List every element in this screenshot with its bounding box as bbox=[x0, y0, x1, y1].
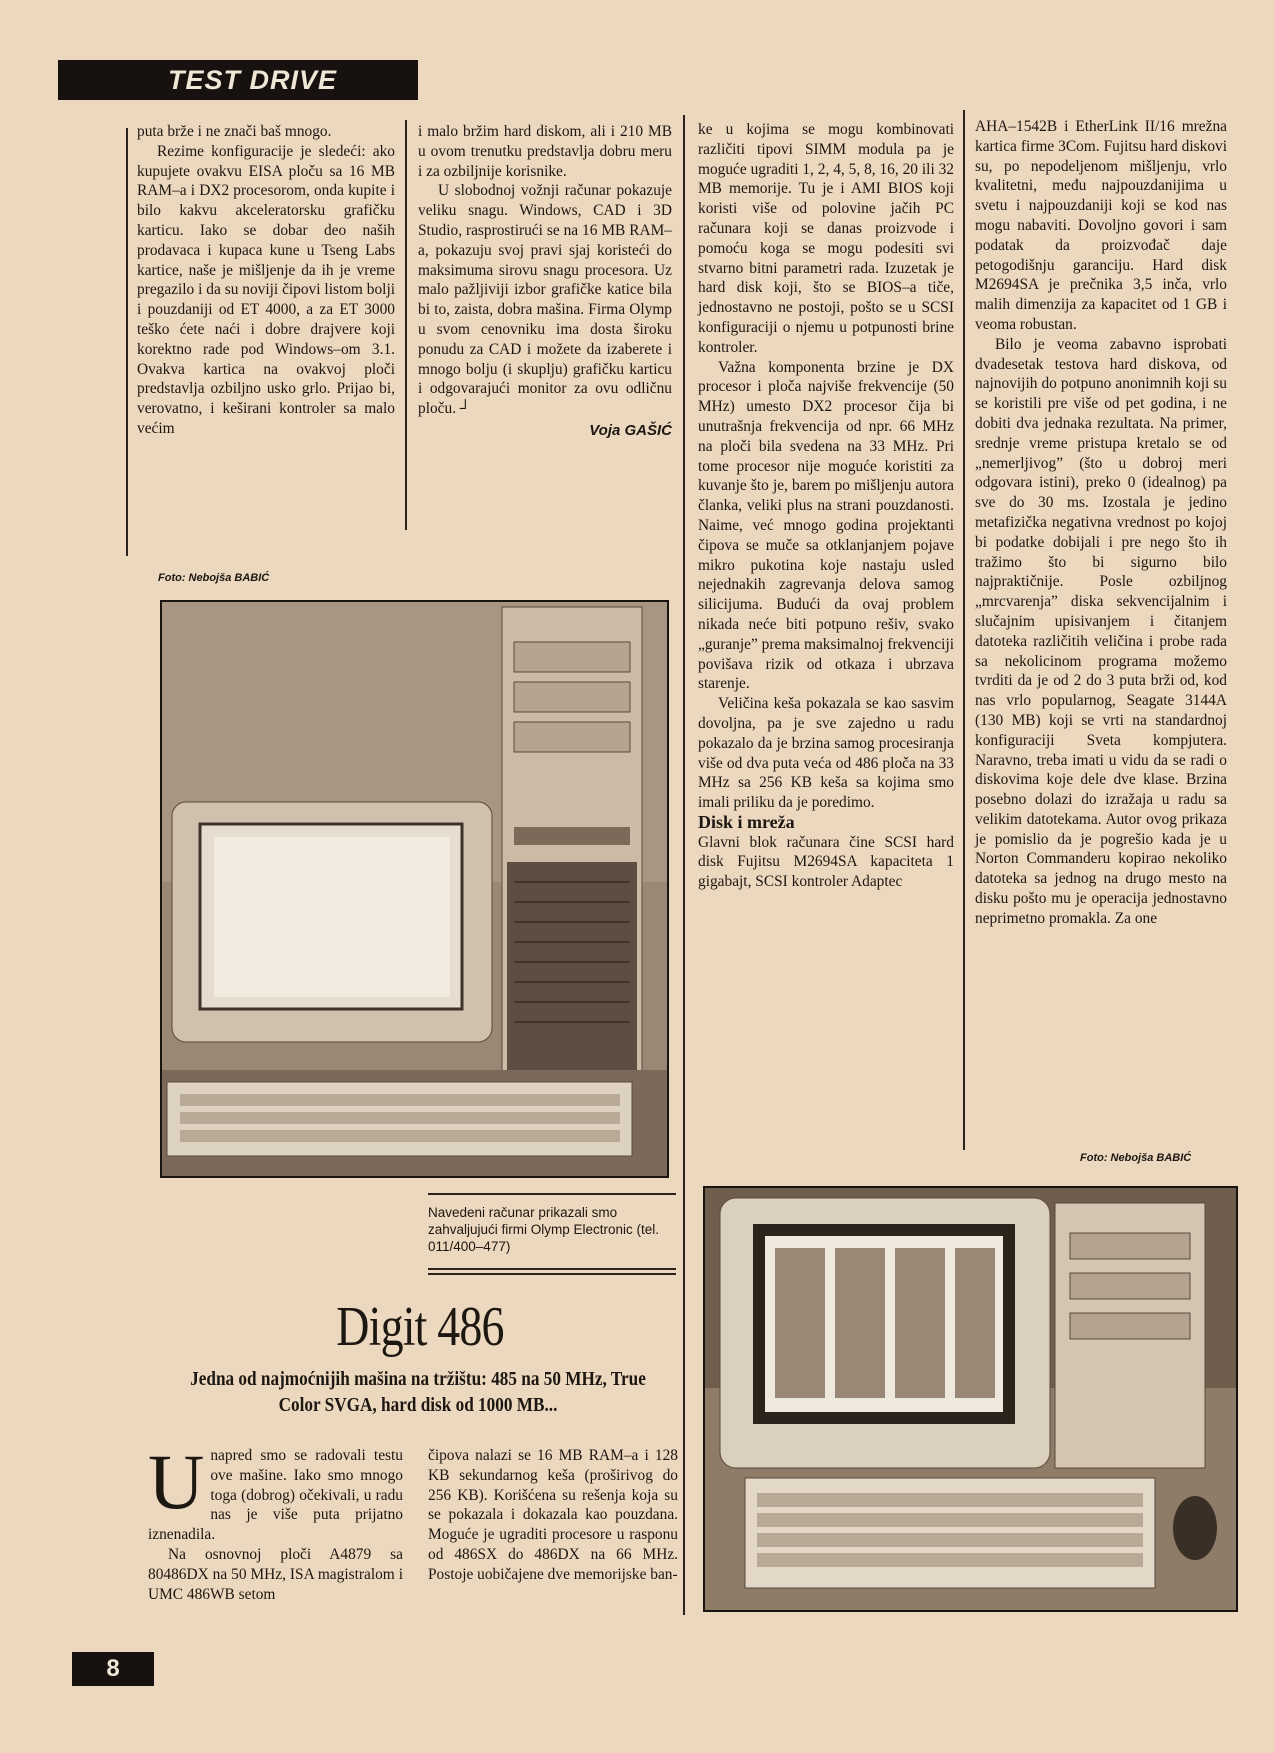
section-header: TEST DRIVE bbox=[58, 60, 418, 100]
drop-cap: U bbox=[148, 1438, 205, 1525]
column-rule-left bbox=[126, 128, 128, 556]
page-number: 8 bbox=[72, 1652, 154, 1686]
paragraph: Na osnovnoj ploči A4879 sa 80486DX na 50 MHz, ISA magistralom i UMC 486WB setom bbox=[148, 1545, 403, 1603]
paragraph: Bilo je veoma zabavno isprobati dvadesetak testova hard diskova, od najnovijih do potpuno anonimnih koji su se koristili pre više od pet godina, i ne dobiti dva jednaka rezultata. Na primer, srednje vreme pristupa kretalo se od „nemerljivog” (što u dobroj meri odgovara istini), preko 0 (idealnog) pa sve do 30 ms. Izostala je jedino metafizička negativna vrednost po kojoj bi podatke dobijali i pre nego što ih tražimo što bi sigurno bilo najpraktičnije. Posle ozbiljnog „mrcvarenja” diska sekvencijalnim i slučajnim upisivanjem i čitanjem datoteka različitih veličina i probe rada sa nekolicinom programa možemo tvrditi da je od 2 do 3 puta brži od, kod nas vrlo popularnog, Seagate 3144A (130 MB) koji se vrti na standardnoj konfiguraciji Sveta kompjutera. Naravno, treba imati u vidu da se radi o diskovima koje dele dve klase. Brzina posebno dolazi do izražaja u radu sa velikim datotekama. Autor ovog prikaza je pomislio da je pogrešio kada je u Norton Commanderu kopirao nekoliko datoteka sa jednog na drugo mesto na disku pošto mu je operacija jednostavno neprimetno promakla. Za one bbox=[975, 335, 1227, 927]
paragraph: Rezime konfiguracije je sledeći: ako kupujete ovakvu EISA ploču sa 16 MB RAM–a i DX2 procesorom, onda kupite i bilo kakvu akceleratorsku grafičku karticu. Iako se dobar deo naših prodavaca i kupaca kune u Tseng Labs kartice, naše je mišljenje da ih je vreme pregazilo i da su noviji čipovi listom bolji i pouzdaniji od ET 4000, a za ET 3000 teško ćete naći i dobre drajvere koji korektno rade pod Windows–om 3.1. Ovakva kartica na ovakvoj ploči predstavlja ozbiljno usko grlo. Prijao bi, verovatno, i keširani kontroler sa malo većim bbox=[137, 142, 395, 437]
digit-column-1 bbox=[148, 1438, 403, 1604]
right-column-1 bbox=[698, 120, 954, 892]
paragraph: Veličina keša pokazala se kao sasvim dovoljna, pa je sve zajedno u radu pokazalo da je brzina samog procesiranja više od dva puta veća od 486 ploča na 33 MHz sa 256 KB keša sa kojima smo imali priliku da je poredimo. bbox=[698, 695, 954, 812]
photo-caption: Navedeni računar prikazali smo zahvaljujući firmi Olymp Electronic (tel. 011/400–477) bbox=[428, 1205, 660, 1254]
computer-photo-1 bbox=[160, 600, 669, 1178]
caption-rule-bottom bbox=[428, 1268, 676, 1270]
paragraph: U slobodnoj vožnji računar pokazuje veliku snagu. Windows, CAD i 3D Studio, rasprostirući se na 16 MB RAM–a, pokazuju svoj pravi sjaj koristeći do maksimuma sirovu snagu procesora. Uz malo pažljiviji izbor grafičke katice bila bi to, zaista, dobra mašina. Firma Olymp u svom cenovniku ima dosta široku ponudu za CAD i možete da izaberete i mnogo bolju (i skuplju) grafičku karticu i odgovarajući monitor za ovu odličnu ploču. ┘ bbox=[418, 182, 672, 418]
article-title: Digit 486 bbox=[336, 1296, 504, 1358]
paragraph-text: napred smo se radovali testu ove mašine. Iako smo mnogo toga (dobrog) očekivali, u radu nas je više puta prijatno iznenadila. bbox=[148, 1447, 403, 1544]
monitor-keyboard-mouse-image bbox=[705, 1188, 1236, 1610]
caption-rule-top bbox=[428, 1193, 676, 1195]
paragraph: čipova nalazi se 16 MB RAM–a i 128 KB sekundarnog keša (proširivog do 256 KB). Korišćena su rešenja koja su se pokazala i dokazala kao pouzdana. Moguće je ugraditi procesore u rasponu od 486SX do 486DX na 66 MHz. Postoje uobičajene dve memorijske ban- bbox=[428, 1447, 678, 1583]
paragraph: puta brže i ne znači baš mnogo. bbox=[137, 123, 332, 140]
column-rule-mid bbox=[405, 120, 407, 530]
photo-credit: Foto: Nebojša BABIĆ bbox=[1080, 1152, 1192, 1164]
top-article-column-2 bbox=[418, 122, 672, 441]
top-article-column-1 bbox=[137, 122, 395, 439]
paragraph: i malo bržim hard diskom, ali i 210 MB u ovom trenutku predstavlja dobru meru i za ozbiljnije korisnike. bbox=[418, 123, 672, 180]
column-rule-center bbox=[683, 115, 685, 1615]
caption-rule-bottom-2 bbox=[428, 1273, 676, 1275]
photo-credit: Foto: Nebojša BABIĆ bbox=[158, 572, 270, 584]
paragraph: Važna komponenta brzine je DX procesor i ploča najviše frekvencije (50 MHz) umesto DX2 procesor čija bi unutrašnja frekvencija od npr. 66 MHz na ploči bila svedena na 33 MHz. Pri tome procesor nije moguće koristiti za kuvanje što je, barem po mišljenju autora članka, veliki plus na strani pouzdanosti. Naime, već mnogo godina projektanti čipova se muče sa otklanjanjem pojave mikro pukotina koje nastaju usled nejednakih zagrevanja delova samog silicijuma. Budući da ovaj problem nikada neće biti potpuno rešiv, svako „guranje” prema maksimalnoj frekvenciji povišava rizik od otkaza i ubrzava starenje. bbox=[698, 358, 954, 693]
paragraph bbox=[148, 1438, 403, 1545]
author-signature: Voja GAŠIĆ bbox=[589, 421, 672, 439]
monitor-tower-keyboard-image bbox=[162, 602, 667, 1176]
digit-column-2 bbox=[428, 1446, 678, 1585]
computer-photo-2 bbox=[703, 1186, 1238, 1612]
article-subtitle: Jedna od najmoćnijih mašina na tržištu: 485 na 50 MHz, True Color SVGA, hard disk od 1000 MB... bbox=[190, 1368, 646, 1416]
section-subhead: Disk i mreža bbox=[698, 811, 795, 832]
column-rule-right bbox=[963, 110, 965, 1150]
right-column-2 bbox=[975, 117, 1227, 929]
paragraph: ke u kojima se mogu kombinovati različiti tipovi SIMM modula pa je moguće ugraditi 1, 2, 4, 5, 8, 16, 20 ili 32 MB memorije. Tu je i AMI BIOS koji koristi više od polovine jačih PC računara koji se danas proizvode i pomoću koga se mogu podesiti svi stvarno bitni parametri rada. Izuzetak je hard disk koji, što se BIOS–a tiče, jednostavno ne postoji, pošto se u SCSI konfiguraciji o njemu u potpunosti brine kontroler. bbox=[698, 121, 954, 356]
paragraph: AHA–1542B i EtherLink II/16 mrežna kartica firme 3Com. Fujitsu hard diskovi su, po nepodeljenom mišljenju, vrlo kvalitetni, među najpouzdanijima u svetu i najpouzdaniji koji se kod nas mogu nabaviti. Dovoljno govori i sam podatak da proizvođač daje petogodišnju garanciju. Hard disk M2694SA je prečnika 3,5 inča, vrlo malih dimenzija za kapacitet od 1 GB i veoma robustan. bbox=[975, 118, 1227, 333]
paragraph: Glavni blok računara čine SCSI hard disk Fujitsu M2694SA kapaciteta 1 gigabajt, SCSI kontroler Adaptec bbox=[698, 833, 954, 891]
